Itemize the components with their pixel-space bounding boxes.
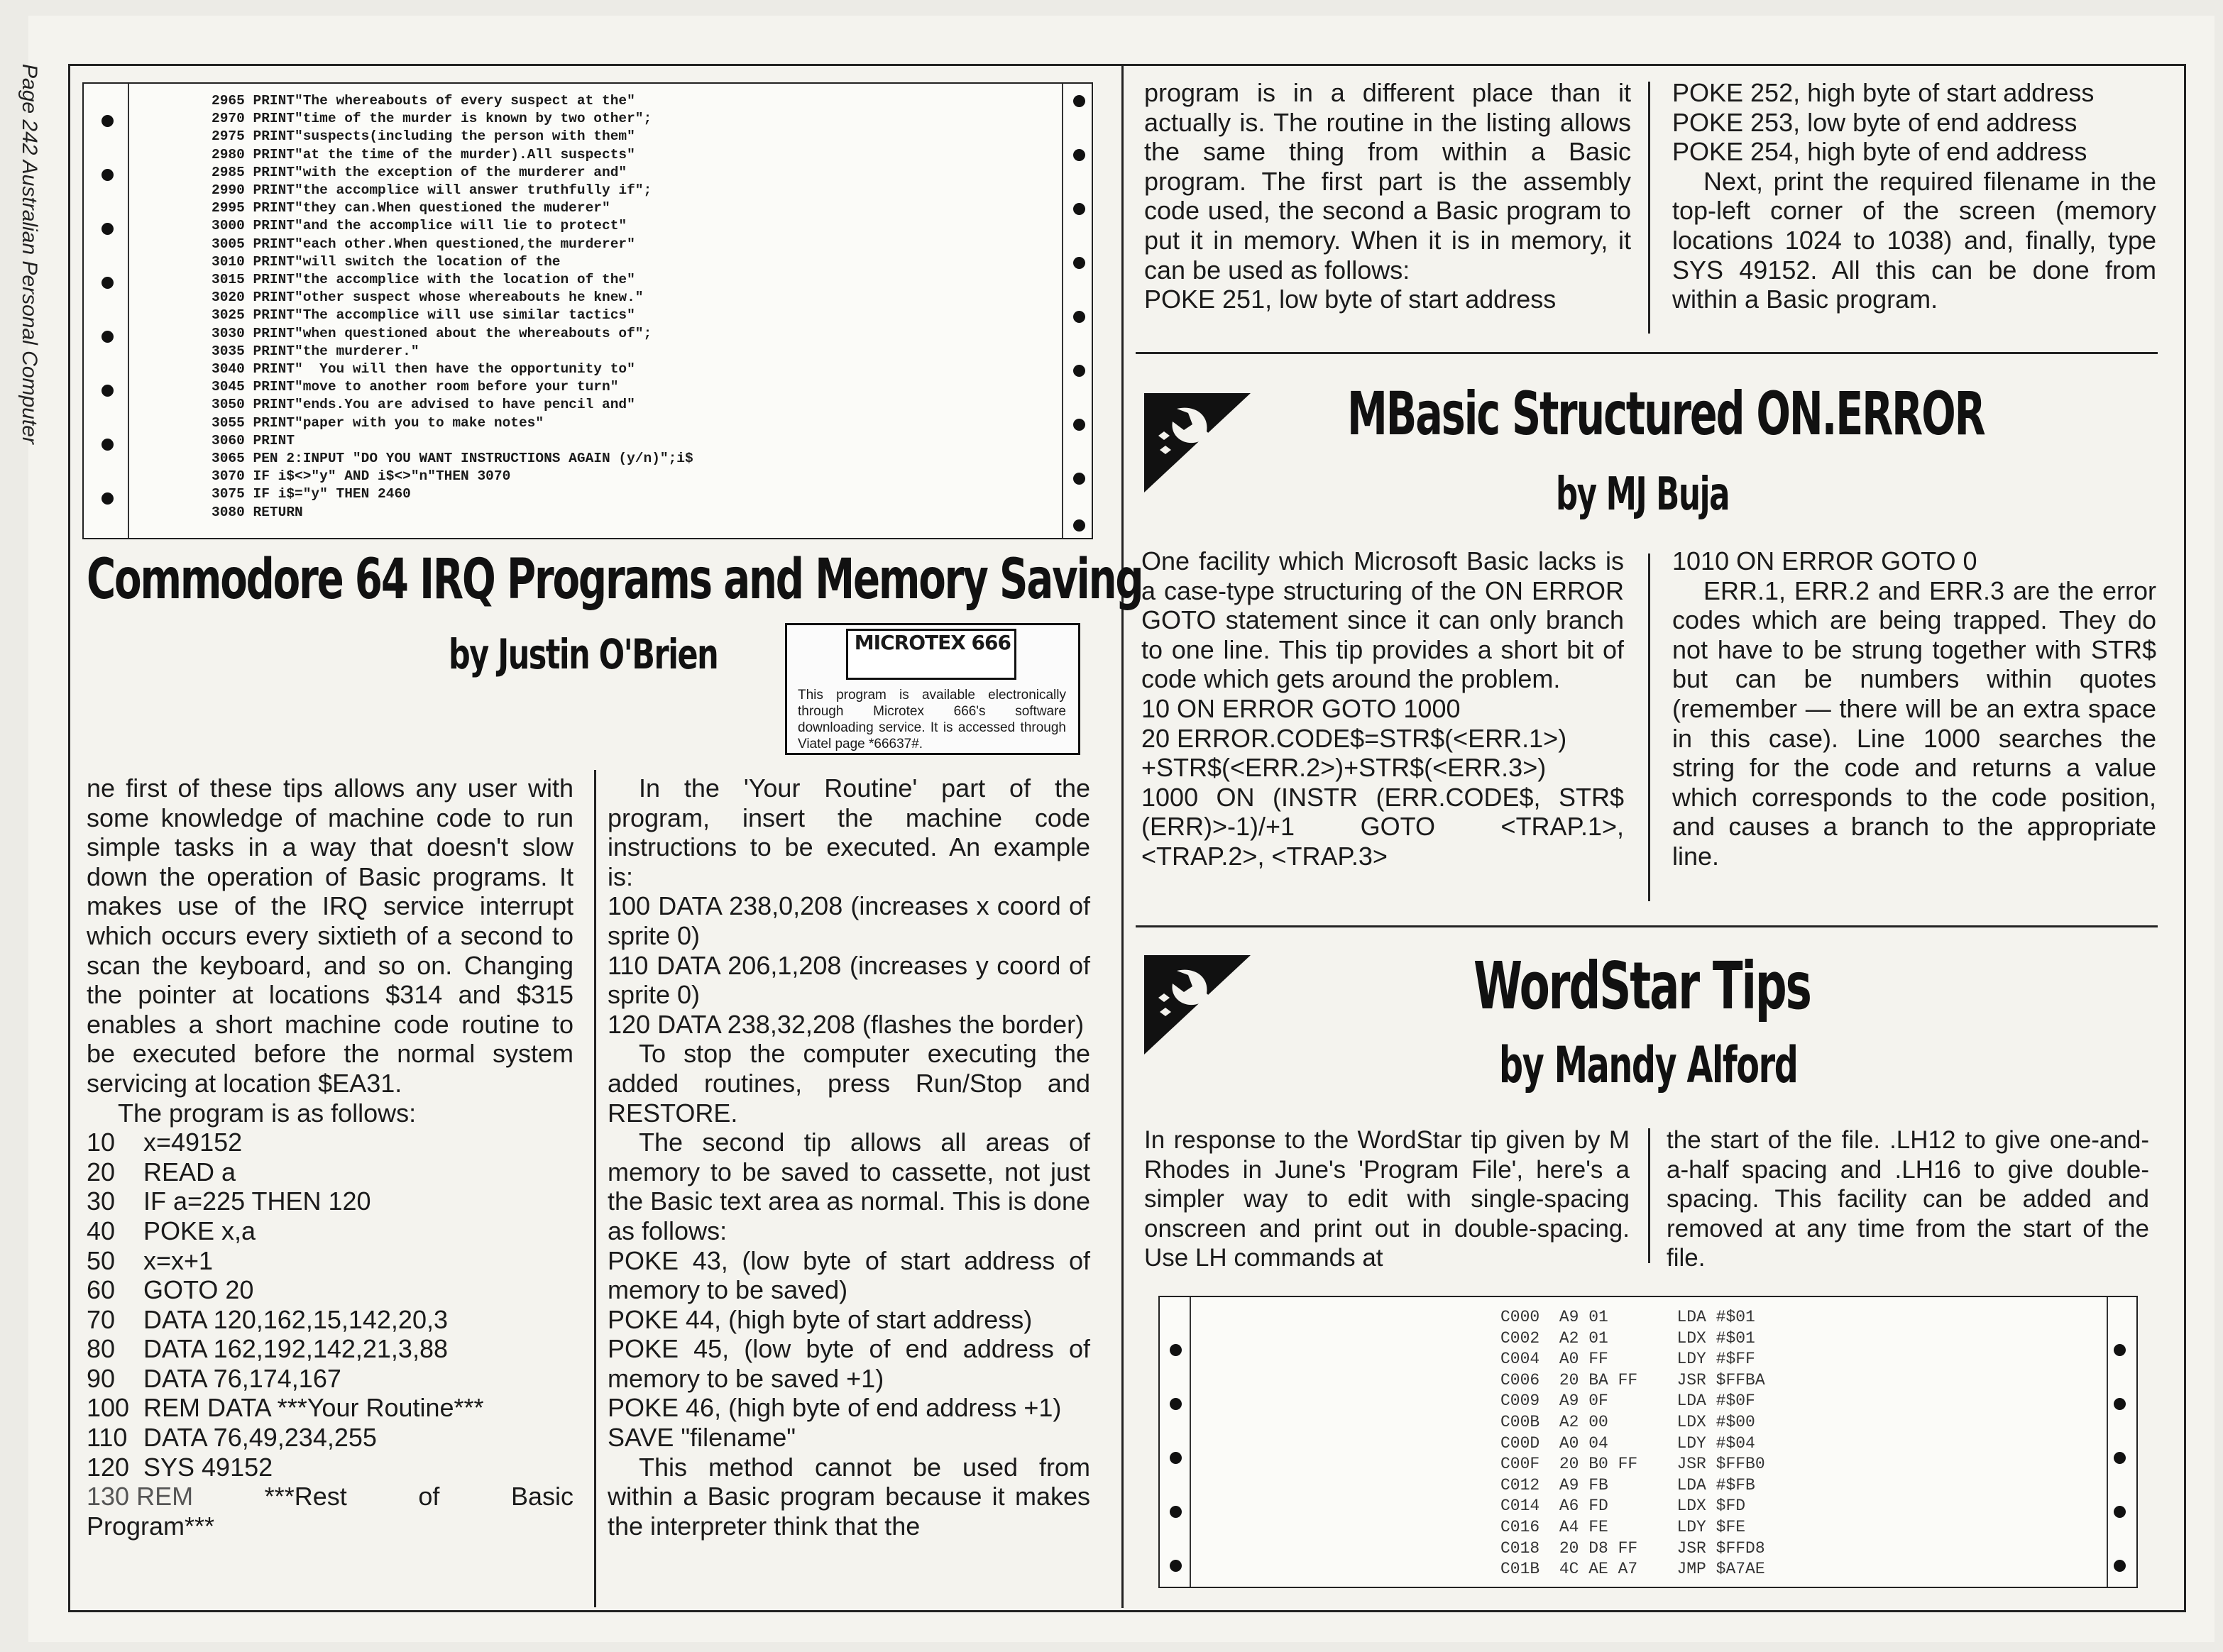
line-statement: DATA 76,49,234,255	[143, 1423, 377, 1453]
program-line	[87, 1246, 573, 1276]
article3-title: WordStar Tips	[1473, 948, 1811, 1024]
program-line	[87, 1423, 573, 1453]
asm-line: C004 A0 FF LDY #$FF	[1500, 1350, 1755, 1369]
line-number: 60	[87, 1275, 116, 1305]
microtex-logo-text: MICROTEX 666	[854, 631, 1011, 654]
code-line: 3025 PRINT"The accomplice will use similar tactics"	[212, 307, 635, 324]
wrench-logo-icon-2	[1144, 955, 1251, 1054]
code-line: 3035 PRINT"the murderer."	[212, 343, 419, 359]
program-line	[87, 1216, 573, 1246]
data-line-3: 120 DATA 238,32,208 (flashes the border)	[608, 1009, 1085, 1039]
asm-line: C006 20 BA FF JSR $FFBA	[1500, 1370, 1765, 1389]
code-line: 2965 PRINT"The whereabouts of every suspect at the"	[212, 93, 635, 109]
article3-byline: by Mandy Alford	[1499, 1036, 1798, 1094]
page-label-text: Page 242 Australian Personal Computer	[18, 64, 41, 444]
article1-col2-para2: To stop the computer executing the added routines, press Run/Stop and RESTORE.	[608, 1039, 1090, 1128]
code-line: 3045 PRINT"move to another room before your turn"	[212, 379, 619, 395]
code-line: 3040 PRINT" You will then have the opportunity to"	[212, 361, 635, 378]
poke-line-4: POKE 46, (high byte of end address +1)	[608, 1393, 1062, 1423]
divider-right-bottom	[1648, 1128, 1650, 1263]
code-line: 3055 PRINT"paper with you to make notes"	[212, 414, 544, 431]
asm-line: C016 A4 FE LDY $FE	[1500, 1517, 1746, 1536]
line-statement: x=x+1	[143, 1245, 214, 1275]
program-line	[87, 1305, 573, 1335]
program-line	[87, 1364, 573, 1394]
divider-col1-col2	[594, 770, 596, 1607]
line-number: 90	[87, 1363, 116, 1393]
line-statement: DATA 162,192,142,21,3,88	[143, 1334, 448, 1364]
asm-line: C00D A0 04 LDY #$04	[1500, 1433, 1755, 1453]
divider-right-top	[1648, 82, 1650, 334]
article1-col4-text: Next, print the required filename in the top-left corner of the screen (memory locations 1024 to 1038) and, finally, type SYS 49152. All this can be done from within a Basic program.	[1672, 166, 2156, 314]
asm-line: C012 A9 FB LDA #$FB	[1500, 1475, 1755, 1494]
code-line: 3010 PRINT"will switch the location of the	[212, 253, 561, 270]
article1-intro: ne first of these tips allows any user with some knowledge of machine code to run simple tasks in a way that doesn't slow down the operation of Basic programs. It makes use of the IRQ service interrupt which occurs every sixtieth of a second to scan the keyboard, and so on. Changing the pointer at locations $314 and $315 enables a short machine code routine to be executed before the normal system servicing at location $EA31.	[87, 773, 573, 1098]
line-number: 50	[87, 1245, 116, 1275]
code-line: 2990 PRINT"the accomplice will answer truthfully if";	[212, 182, 652, 199]
line-statement: GOTO 20	[143, 1275, 254, 1305]
program-line	[87, 1393, 573, 1423]
line-number: 110	[87, 1423, 128, 1453]
program-last-line-cont: Program***	[87, 1511, 215, 1541]
program-line	[87, 1453, 573, 1482]
line-number: 80	[87, 1334, 116, 1364]
article1-col2-para4: This method cannot be used from within a Basic program because it makes the interpreter think that the	[608, 1452, 1090, 1541]
line-number: 120	[87, 1452, 130, 1482]
divider-right-mid	[1648, 554, 1650, 901]
article1-col1	[87, 773, 573, 1541]
article1-col3-text: program is in a different place than it actually is. The routine in the listing allows the same thing from within a Basic program. The first part is the assembly code used, the second a Basic program to put it in memory. When it is in memory, it can be used as follows:	[1144, 78, 1631, 285]
code-line: 2980 PRINT"at the time of the murder).All suspects"	[212, 146, 635, 163]
line-statement: SYS 49152	[143, 1452, 273, 1482]
line-statement: x=49152	[143, 1128, 243, 1157]
program-line	[87, 1157, 573, 1187]
article1-col3	[1144, 78, 1631, 314]
asm-line: C014 A6 FD LDX $FD	[1500, 1497, 1746, 1516]
article3-col1	[1144, 1125, 1630, 1273]
article3-col1-text: In response to the WordStar tip given by M Rhodes in June's 'Program File', here's a simpler way to edit with single-spacing onscreen and print out in double-spacing. Use LH commands at	[1144, 1126, 1630, 1272]
program-line	[87, 1275, 573, 1305]
page-side-label	[13, 64, 41, 532]
article3-col2-text: the start of the file. .LH12 to give one-and-a-half spacing and .LH16 to give double-spacing. This facility can be added and removed at any time from the start of the file.	[1667, 1126, 2149, 1272]
poke-251-line: POKE 251, low byte of start address	[1144, 285, 1557, 314]
code-line: 3060 PRINT	[212, 432, 295, 448]
poke-line-1: POKE 43, (low byte of start address of memory to be saved)	[608, 1245, 1090, 1305]
on-error-line-4: 1000 ON (INSTR (ERR.CODE$, STR$ (ERR)>-1)/+1 GOTO <TRAP.1>, <TRAP.2>, <TRAP.3>	[1141, 782, 1624, 871]
code-line: 2985 PRINT"with the exception of the murderer and"	[212, 164, 627, 180]
line-number: 40	[87, 1216, 116, 1245]
on-error-line-5: 1010 ON ERROR GOTO 0	[1672, 546, 1977, 576]
program-last-line: 130 REM ***Rest of Basic	[87, 1482, 573, 1511]
article1-col2-para1: In the 'Your Routine' part of the program, insert the machine code instructions to be executed. An example is:	[608, 773, 1090, 891]
article1-col4	[1672, 78, 2156, 314]
code-line: 3000 PRINT"and the accomplice will lie to protect"	[212, 218, 627, 234]
code-line: 2995 PRINT"they can.When questioned the muderer"	[212, 200, 610, 216]
asm-line: C000 A9 01 LDA #$01	[1500, 1308, 1755, 1326]
article2-byline: by MJ Buja	[1556, 468, 1730, 521]
article1-col2-para3: The second tip allows all areas of memory to be saved to cassette, not just the Basic text area as normal. This is done as follows:	[608, 1128, 1090, 1245]
data-line-2: 110 DATA 206,1,208 (increases y coord of sprite 0)	[608, 950, 1090, 1010]
article2-col2-text: ERR.1, ERR.2 and ERR.3 are the error codes which are being trapped. They do not have to be strung together with STR$ but can be numbers within quotes (remember — there will be an extra space in this case). Line 1000 searches the string for the code and returns a value which corresponds to the code position, and causes a branch to the appropriate line.	[1672, 576, 2156, 871]
asm-line: C00F 20 B0 FF JSR $FFB0	[1500, 1455, 1765, 1474]
code-line: 3005 PRINT"each other.When questioned,the murderer"	[212, 236, 635, 252]
code-line: 3075 IF i$="y" THEN 2460	[212, 486, 411, 502]
listing-top-code	[212, 92, 693, 522]
article3-col2	[1667, 1125, 2149, 1273]
line-statement: IF a=225 THEN 120	[143, 1186, 371, 1216]
program-listing	[87, 1128, 573, 1482]
line-statement: REM DATA ***Your Routine***	[143, 1393, 484, 1423]
line-number: 100	[87, 1393, 130, 1423]
line-statement: READ a	[143, 1157, 236, 1186]
poke-252-line: POKE 252, high byte of start address	[1672, 78, 2095, 107]
code-line: 3070 IF i$<>"y" AND i$<>"n"THEN 3070	[212, 468, 511, 485]
assembly-listing	[1158, 1296, 2138, 1588]
line-number: 70	[87, 1304, 116, 1334]
wrench-logo-icon	[1144, 393, 1251, 492]
program-line	[87, 1186, 573, 1216]
asm-line: C002 A2 01 LDX #$01	[1500, 1328, 1755, 1348]
rule-right-1	[1136, 352, 2158, 354]
poke-254-line: POKE 254, high byte of end address	[1672, 137, 2087, 167]
code-line: 3065 PEN 2:INPUT "DO YOU WANT INSTRUCTIONS AGAIN (y/n)";i$	[212, 451, 693, 467]
article2-title: MBasic Structured ON.ERROR	[1347, 379, 1985, 448]
basic-listing-top	[82, 82, 1093, 539]
on-error-line-1: 10 ON ERROR GOTO 1000	[1141, 693, 1461, 723]
asm-line: C009 A9 0F LDA #$0F	[1500, 1392, 1755, 1411]
on-error-line-3: +STR$(<ERR.2>)+STR$(<ERR.3>)	[1141, 753, 1547, 783]
article1-col2	[608, 773, 1090, 1541]
poke-253-line: POKE 253, low byte of end address	[1672, 107, 2077, 137]
code-line: 3080 RETURN	[212, 504, 303, 520]
on-error-line-2: 20 ERROR.CODE$=STR$(<ERR.1>)	[1141, 723, 1567, 753]
article2-col2	[1672, 546, 2156, 871]
asm-line: C018 20 D8 FF JSR $FFD8	[1500, 1538, 1765, 1558]
assembly-code	[1500, 1307, 1765, 1580]
code-line: 2975 PRINT"suspects(including the person with them"	[212, 128, 635, 145]
rule-right-2	[1136, 925, 2158, 927]
code-line: 3050 PRINT"ends.You are advised to have pencil and"	[212, 397, 635, 413]
poke-line-3: POKE 45, (low byte of end address of memory to be saved +1)	[608, 1334, 1090, 1393]
code-line: 3015 PRINT"the accomplice with the location of the"	[212, 272, 635, 288]
code-line: 3020 PRINT"other suspect whose whereabouts he knew."	[212, 290, 644, 306]
article1-title: Commodore 64 IRQ Programs and Memory Saving	[87, 548, 1143, 612]
divider-main	[1121, 64, 1124, 1608]
line-statement: DATA 76,174,167	[143, 1363, 341, 1393]
asm-line: C01B 4C AE A7 JMP $A7AE	[1500, 1560, 1765, 1579]
line-number: 10	[87, 1128, 116, 1157]
article2-intro: One facility which Microsoft Basic lacks is a case-type structuring of the ON ERROR GOTO statement since it can only branch to one line. This tip provides a short bit of code which gets around the problem.	[1141, 546, 1624, 694]
code-line: 3030 PRINT"when questioned about the whereabouts of";	[212, 325, 652, 341]
article1-byline: by Justin O'Brien	[449, 630, 718, 678]
line-statement: DATA 120,162,15,142,20,3	[143, 1304, 448, 1334]
data-line-1: 100 DATA 238,0,208 (increases x coord of sprite 0)	[608, 891, 1090, 950]
article1-program-lead: The program is as follows:	[118, 1098, 417, 1128]
line-statement: POKE x,a	[143, 1216, 256, 1245]
line-number: 30	[87, 1186, 116, 1216]
program-line	[87, 1334, 573, 1364]
asm-line: C00B A2 00 LDX #$00	[1500, 1412, 1755, 1431]
microtex-badge-text: This program is available electronically through Microtex 666's software downloading service. It is accessed through Viatel page *66637#.	[798, 688, 1066, 751]
poke-line-2: POKE 44, (high byte of start address)	[608, 1304, 1033, 1334]
save-line: SAVE "filename"	[608, 1423, 796, 1453]
code-line: 2970 PRINT"time of the murder is known by two other";	[212, 111, 652, 127]
program-line	[87, 1128, 573, 1157]
article2-col1	[1141, 546, 1624, 871]
line-number: 20	[87, 1157, 116, 1186]
